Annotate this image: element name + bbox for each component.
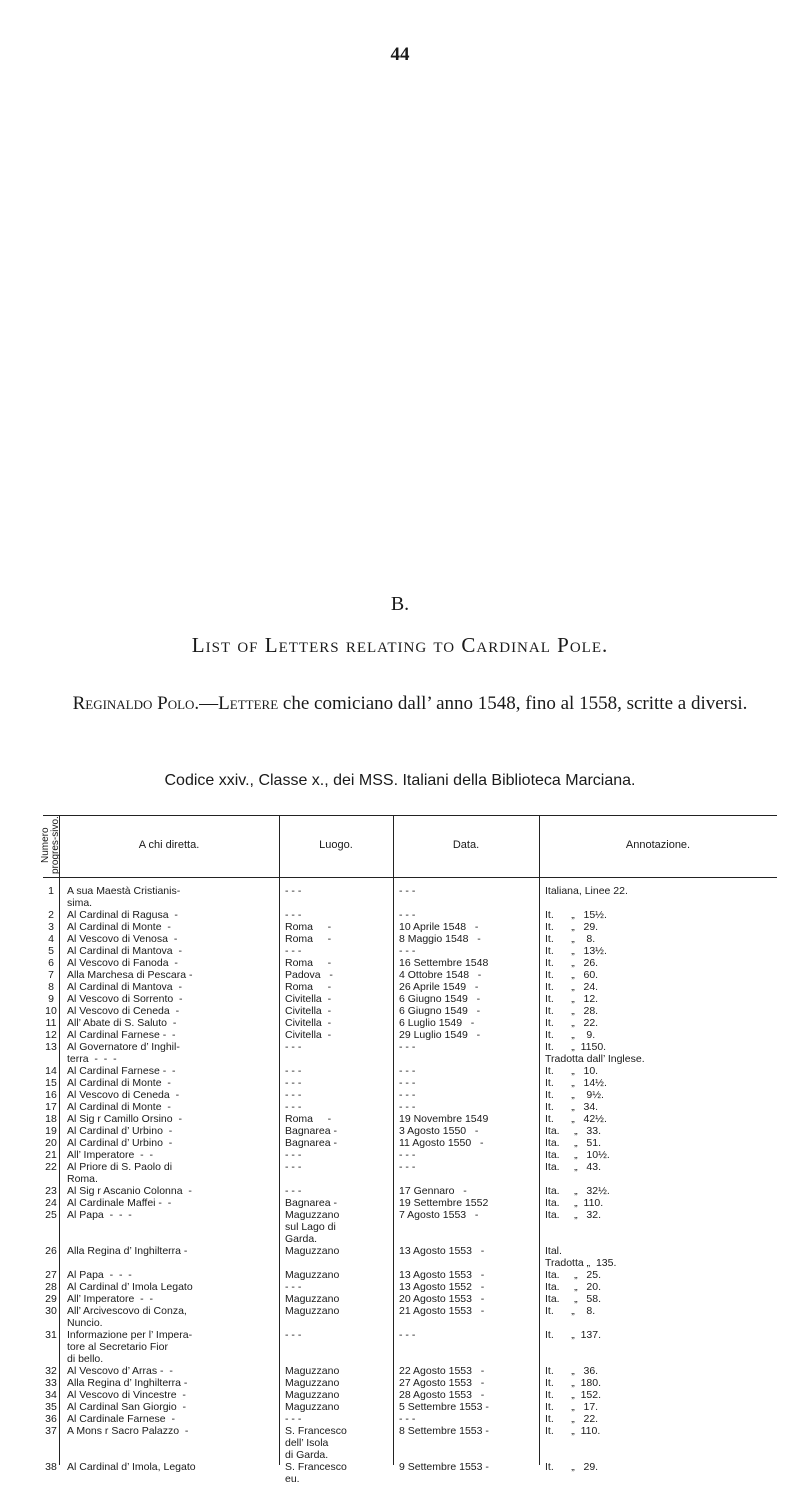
row-number: 17 xyxy=(45,1101,57,1113)
row-number: 18 xyxy=(45,1113,57,1125)
table-row xyxy=(43,969,777,981)
row-number: 25 xyxy=(45,1209,57,1221)
row-number: 15 xyxy=(45,1077,57,1089)
row-annotation: Ita. „ 33. xyxy=(545,1125,602,1137)
row-number: 22 xyxy=(45,1161,57,1173)
row-number: 33 xyxy=(45,1377,57,1389)
row-recipient: A sua Maestà Cristianis- sima. xyxy=(67,885,181,909)
table-row xyxy=(43,1305,777,1329)
table-row xyxy=(43,1425,777,1461)
row-place: Padova - xyxy=(285,969,333,981)
table-row xyxy=(43,1089,777,1101)
row-place: - - - xyxy=(285,1077,302,1089)
row-annotation: It. „ 9½. xyxy=(545,1089,604,1101)
row-annotation: Ita. „ 51. xyxy=(545,1137,602,1149)
row-number: 16 xyxy=(45,1089,57,1101)
row-recipient: All’ Arcivescovo di Conza, Nuncio. xyxy=(67,1305,187,1329)
row-recipient: Al Vescovo d’ Arras - - xyxy=(67,1365,173,1377)
row-date: 6 Luglio 1549 - xyxy=(399,1017,475,1029)
row-recipient: Al Vescovo di Sorrento - xyxy=(67,993,183,1005)
row-place: Bagnarea - xyxy=(285,1125,337,1137)
row-place: Maguzzano sul Lago di Garda. xyxy=(285,1209,340,1245)
row-date: 13 Agosto 1553 - xyxy=(399,1269,485,1281)
row-number: 3 xyxy=(48,921,54,933)
row-number: 11 xyxy=(45,1017,57,1029)
row-annotation: It. „ 8. xyxy=(545,1305,596,1317)
table-row xyxy=(43,1125,777,1137)
table-row xyxy=(43,1041,777,1065)
row-place: - - - xyxy=(285,1041,302,1053)
table-row xyxy=(43,1029,777,1041)
table-row xyxy=(43,1077,777,1089)
row-annotation: Ita. „ 32½. xyxy=(545,1185,610,1197)
row-recipient: Al Cardinal d’ Urbino - xyxy=(67,1137,173,1149)
row-date: 4 Ottobre 1548 - xyxy=(399,969,482,981)
row-recipient: All’ Imperatore - - xyxy=(67,1149,153,1161)
row-number: 2 xyxy=(48,909,54,921)
subtitle xyxy=(70,691,750,716)
row-number: 32 xyxy=(45,1365,57,1377)
row-date: 11 Agosto 1550 - xyxy=(399,1137,484,1149)
row-annotation: It. „ 110. xyxy=(545,1425,601,1437)
table-row xyxy=(43,1065,777,1077)
row-annotation: Ita. „ 43. xyxy=(545,1161,602,1173)
row-annotation: Italiana, Linee 22. xyxy=(545,885,628,897)
row-date: 27 Agosto 1553 - xyxy=(399,1377,485,1389)
table-body xyxy=(43,885,777,1485)
row-place: Civitella - xyxy=(285,993,332,1005)
row-annotation: It. „ 34. xyxy=(545,1101,599,1113)
row-date: - - - xyxy=(399,1065,416,1077)
row-recipient: Al Cardinal di Monte - xyxy=(67,1077,171,1089)
row-place: Civitella - xyxy=(285,1029,332,1041)
row-place: - - - xyxy=(285,885,302,897)
table-row xyxy=(43,1209,777,1245)
row-annotation: It. „ 8. xyxy=(545,933,596,945)
row-number: 13 xyxy=(45,1041,57,1053)
row-number: 21 xyxy=(45,1149,57,1161)
row-recipient: Al Vescovo di Fanoda - xyxy=(67,957,178,969)
row-annotation: It. „ 12. xyxy=(545,993,599,1005)
row-number: 24 xyxy=(45,1197,57,1209)
row-recipient: Al Cardinal Farnese - - xyxy=(67,1029,176,1041)
table-row xyxy=(43,933,777,945)
row-place: Maguzzano xyxy=(285,1269,340,1281)
row-annotation: Ita. „ 110. xyxy=(545,1197,604,1209)
row-date: 21 Agosto 1553 - xyxy=(399,1305,485,1317)
row-number: 10 xyxy=(45,1005,57,1017)
row-recipient: Al Cardinal di Monte - xyxy=(67,1101,171,1113)
row-recipient: Informazione per l’ Impera- tore al Secretario Fior di bello. xyxy=(67,1329,193,1365)
table-row xyxy=(43,1017,777,1029)
row-place: Civitella - xyxy=(285,1005,332,1017)
row-place: Roma - xyxy=(285,1113,332,1125)
row-recipient: Al Cardinal San Giorgio - xyxy=(67,1401,187,1413)
table-row xyxy=(43,921,777,933)
row-date: 10 Aprile 1548 - xyxy=(399,921,479,933)
row-place: - - - xyxy=(285,1149,302,1161)
row-number: 27 xyxy=(45,1269,57,1281)
row-annotation: It. „ 36. xyxy=(545,1365,599,1377)
row-date: 17 Gennaro - xyxy=(399,1185,467,1197)
row-annotation: Ita. „ 10½. xyxy=(545,1149,610,1161)
row-recipient: Al Papa - - - xyxy=(67,1269,132,1281)
row-place: Civitella - xyxy=(285,1017,332,1029)
row-annotation: It. „ 180. xyxy=(545,1377,602,1389)
row-number: 8 xyxy=(48,981,54,993)
row-place: S. Francesco eu. xyxy=(285,1461,347,1485)
row-date: 20 Agosto 1553 - xyxy=(399,1293,485,1305)
section-letter: B. xyxy=(390,593,410,615)
row-date: 5 Settembre 1553 - xyxy=(399,1401,489,1413)
row-date: 19 Novembre 1549 xyxy=(399,1113,489,1125)
row-recipient: Al Cardinal d’ Imola Legato xyxy=(67,1281,193,1293)
row-recipient: All’ Imperatore - - xyxy=(67,1293,153,1305)
row-number: 35 xyxy=(45,1401,57,1413)
row-date: 16 Settembre 1548 xyxy=(399,957,489,969)
table-row xyxy=(43,1149,777,1161)
row-number: 31 xyxy=(45,1329,57,1341)
row-place: - - - xyxy=(285,1101,302,1113)
row-place: Maguzzano xyxy=(285,1401,340,1413)
row-recipient: Al Vescovo di Vincestre - xyxy=(67,1389,186,1401)
row-recipient: Al Cardinale Farnese - xyxy=(67,1413,175,1425)
row-number: 30 xyxy=(45,1305,57,1317)
header-luogo: Luogo. xyxy=(319,839,353,851)
table-row xyxy=(43,945,777,957)
table-row xyxy=(43,885,777,909)
row-place: - - - xyxy=(285,1185,302,1197)
row-date: - - - xyxy=(399,1161,416,1173)
row-date: 8 Settembre 1553 - xyxy=(399,1425,489,1437)
row-date: - - - xyxy=(399,885,416,897)
row-place: Bagnarea - xyxy=(285,1137,337,1149)
row-date: 19 Settembre 1552 xyxy=(399,1197,489,1209)
row-place: Maguzzano xyxy=(285,1293,340,1305)
row-number: 23 xyxy=(45,1185,57,1197)
subtitle-rest: che comiciano dall’ anno 1548, fino al 1558, scritte a diversi. xyxy=(278,693,748,714)
row-place: - - - xyxy=(285,1065,302,1077)
table-row xyxy=(43,1269,777,1281)
row-date: 8 Maggio 1548 - xyxy=(399,933,481,945)
row-annotation: It. „ 14½. xyxy=(545,1077,607,1089)
row-recipient: Al Cardinal di Mantova - xyxy=(67,945,182,957)
row-date: 13 Agosto 1553 - xyxy=(399,1245,485,1257)
row-date: - - - xyxy=(399,909,416,921)
table-row xyxy=(43,1185,777,1197)
row-place: Maguzzano xyxy=(285,1245,340,1257)
table-row xyxy=(43,1413,777,1425)
header-annotazione: Annotazione. xyxy=(625,839,691,851)
table-row xyxy=(43,1101,777,1113)
subtitle-lead: Reginaldo Polo.—Lettere xyxy=(72,693,279,714)
row-recipient: Al Cardinal di Monte - xyxy=(67,921,171,933)
row-place: - - - xyxy=(285,1089,302,1101)
row-annotation: It. „ 17. xyxy=(545,1401,599,1413)
row-date: 9 Settembre 1553 - xyxy=(399,1461,489,1473)
row-recipient: Al Cardinal Farnese - - xyxy=(67,1065,176,1077)
page-number: 44 xyxy=(390,44,410,65)
table-row xyxy=(43,1293,777,1305)
row-number: 28 xyxy=(45,1281,57,1293)
row-number: 9 xyxy=(48,993,54,1005)
row-number: 7 xyxy=(48,969,54,981)
row-date: - - - xyxy=(399,1413,416,1425)
row-number: 26 xyxy=(45,1245,57,1257)
row-annotation: It. „ 42½. xyxy=(545,1113,607,1125)
row-recipient: Al Cardinal di Mantova - xyxy=(67,981,182,993)
row-number: 12 xyxy=(45,1029,57,1041)
table-row xyxy=(43,909,777,921)
row-recipient: Al Sig r Camillo Orsino - xyxy=(67,1113,182,1125)
row-place: Roma - xyxy=(285,933,332,945)
header-num: Numero progres-sivo. xyxy=(40,816,61,874)
row-number: 6 xyxy=(48,957,54,969)
row-number: 1 xyxy=(48,885,54,897)
row-annotation: Ita. „ 20. xyxy=(545,1281,602,1293)
row-annotation: It. „ 137. xyxy=(545,1329,602,1341)
row-date: - - - xyxy=(399,945,416,957)
row-date: - - - xyxy=(399,1329,416,1341)
row-recipient: Al Cardinale Maffei - - xyxy=(67,1197,172,1209)
row-recipient: Alla Regina d’ Inghilterra - xyxy=(67,1377,188,1389)
table-row xyxy=(43,993,777,1005)
row-annotation: It. „ 1150. Tradotta dall’ Inglese. xyxy=(545,1041,645,1065)
row-recipient: Al Priore di S. Paolo di Roma. xyxy=(67,1161,173,1185)
row-date: 26 Aprile 1549 - xyxy=(399,981,479,993)
table-row xyxy=(43,957,777,969)
row-date: 7 Agosto 1553 - xyxy=(399,1209,479,1221)
row-annotation: Ital. Tradotta „ 135. xyxy=(545,1245,617,1269)
table-row xyxy=(43,1365,777,1377)
row-date: - - - xyxy=(399,1089,416,1101)
row-number: 20 xyxy=(45,1137,57,1149)
table-row xyxy=(43,1161,777,1185)
table-row xyxy=(43,1377,777,1389)
row-date: 3 Agosto 1550 - xyxy=(399,1125,479,1137)
table-row xyxy=(43,1113,777,1125)
row-number: 14 xyxy=(45,1065,57,1077)
row-annotation: It. „ 29. xyxy=(545,1461,599,1473)
row-recipient: Alla Regina d’ Inghilterra - xyxy=(67,1245,188,1257)
row-number: 4 xyxy=(48,933,54,945)
row-recipient: Al Sig r Ascanio Colonna - xyxy=(67,1185,192,1197)
row-date: 29 Luglio 1549 - xyxy=(399,1029,481,1041)
row-place: - - - xyxy=(285,1413,302,1425)
row-date: - - - xyxy=(399,1077,416,1089)
row-recipient: Al Vescovo di Venosa - xyxy=(67,933,178,945)
row-date: - - - xyxy=(399,1041,416,1053)
row-number: 34 xyxy=(45,1389,57,1401)
row-date: 6 Giugno 1549 - xyxy=(399,993,481,1005)
row-annotation: It. „ 152. xyxy=(545,1389,602,1401)
row-place: - - - xyxy=(285,1281,302,1293)
row-recipient: Al Papa - - - xyxy=(67,1209,132,1221)
source-line: Codice xxiv., Classe x., dei MSS. Italiani della Biblioteca Marciana. xyxy=(164,772,636,789)
row-place: Maguzzano xyxy=(285,1389,340,1401)
row-annotation: It. „ 24. xyxy=(545,981,599,993)
row-place: Roma - xyxy=(285,981,332,993)
header-to: A chi diretta. xyxy=(138,839,200,851)
row-recipient: Al Cardinal d’ Urbino - xyxy=(67,1125,173,1137)
table-row xyxy=(43,1005,777,1017)
row-date: 28 Agosto 1553 - xyxy=(399,1389,485,1401)
row-place: Roma - xyxy=(285,957,332,969)
row-recipient: Alla Marchesa di Pescara - xyxy=(67,969,193,981)
row-annotation: It. „ 9. xyxy=(545,1029,596,1041)
row-recipient: Al Vescovo di Ceneda - xyxy=(67,1005,180,1017)
row-number: 5 xyxy=(48,945,54,957)
row-annotation: It. „ 13½. xyxy=(545,945,607,957)
row-date: - - - xyxy=(399,1149,416,1161)
row-number: 29 xyxy=(45,1293,57,1305)
row-place: - - - xyxy=(285,1161,302,1173)
row-date: 6 Giugno 1549 - xyxy=(399,1005,481,1017)
header-data: Data. xyxy=(452,839,480,851)
row-recipient: Al Cardinal di Ragusa - xyxy=(67,909,178,921)
row-annotation: Ita. „ 25. xyxy=(545,1269,602,1281)
row-recipient: All’ Abate di S. Saluto - xyxy=(67,1017,177,1029)
row-number: 36 xyxy=(45,1413,57,1425)
row-number: 38 xyxy=(45,1461,57,1473)
row-annotation: It. „ 26. xyxy=(545,957,599,969)
row-recipient: Al Cardinal d’ Imola, Legato xyxy=(67,1461,196,1473)
row-place: Maguzzano xyxy=(285,1305,340,1317)
row-recipient: A Mons r Sacro Palazzo - xyxy=(67,1425,189,1437)
row-annotation: It. „ 60. xyxy=(545,969,599,981)
row-number: 37 xyxy=(45,1425,57,1437)
table-row xyxy=(43,1245,777,1269)
row-number: 19 xyxy=(45,1125,57,1137)
table-row xyxy=(43,1389,777,1401)
main-title: List of Letters relating to Cardinal Pole. xyxy=(191,633,609,657)
row-place: S. Francesco dell’ Isola di Garda. xyxy=(285,1425,347,1461)
row-annotation: It. „ 15½. xyxy=(545,909,607,921)
row-annotation: It. „ 28. xyxy=(545,1005,599,1017)
row-annotation: Ita. „ 32. xyxy=(545,1209,602,1221)
row-date: 22 Agosto 1553 - xyxy=(399,1365,485,1377)
table-row xyxy=(43,1137,777,1149)
table-row xyxy=(43,981,777,993)
row-annotation: Ita. „ 58. xyxy=(545,1293,602,1305)
row-annotation: It. „ 22. xyxy=(545,1017,599,1029)
table-row xyxy=(43,1281,777,1293)
row-place: - - - xyxy=(285,1329,302,1341)
table-row xyxy=(43,1401,777,1413)
row-place: - - - xyxy=(285,945,302,957)
row-annotation: It. „ 10. xyxy=(545,1065,599,1077)
row-annotation: It. „ 29. xyxy=(545,921,599,933)
row-place: Maguzzano xyxy=(285,1377,340,1389)
row-place: Roma - xyxy=(285,921,332,933)
table-row xyxy=(43,1197,777,1209)
row-date: - - - xyxy=(399,1101,416,1113)
table-row xyxy=(43,1329,777,1365)
row-annotation: It. „ 22. xyxy=(545,1413,599,1425)
row-recipient: Al Governatore d’ Inghil- terra - - - xyxy=(67,1041,180,1065)
row-recipient: Al Vescovo di Ceneda - xyxy=(67,1089,180,1101)
row-date: 13 Agosto 1552 - xyxy=(399,1281,485,1293)
table-row xyxy=(43,1461,777,1485)
row-place: - - - xyxy=(285,909,302,921)
row-place: Maguzzano xyxy=(285,1365,340,1377)
row-place: Bagnarea - xyxy=(285,1197,337,1209)
